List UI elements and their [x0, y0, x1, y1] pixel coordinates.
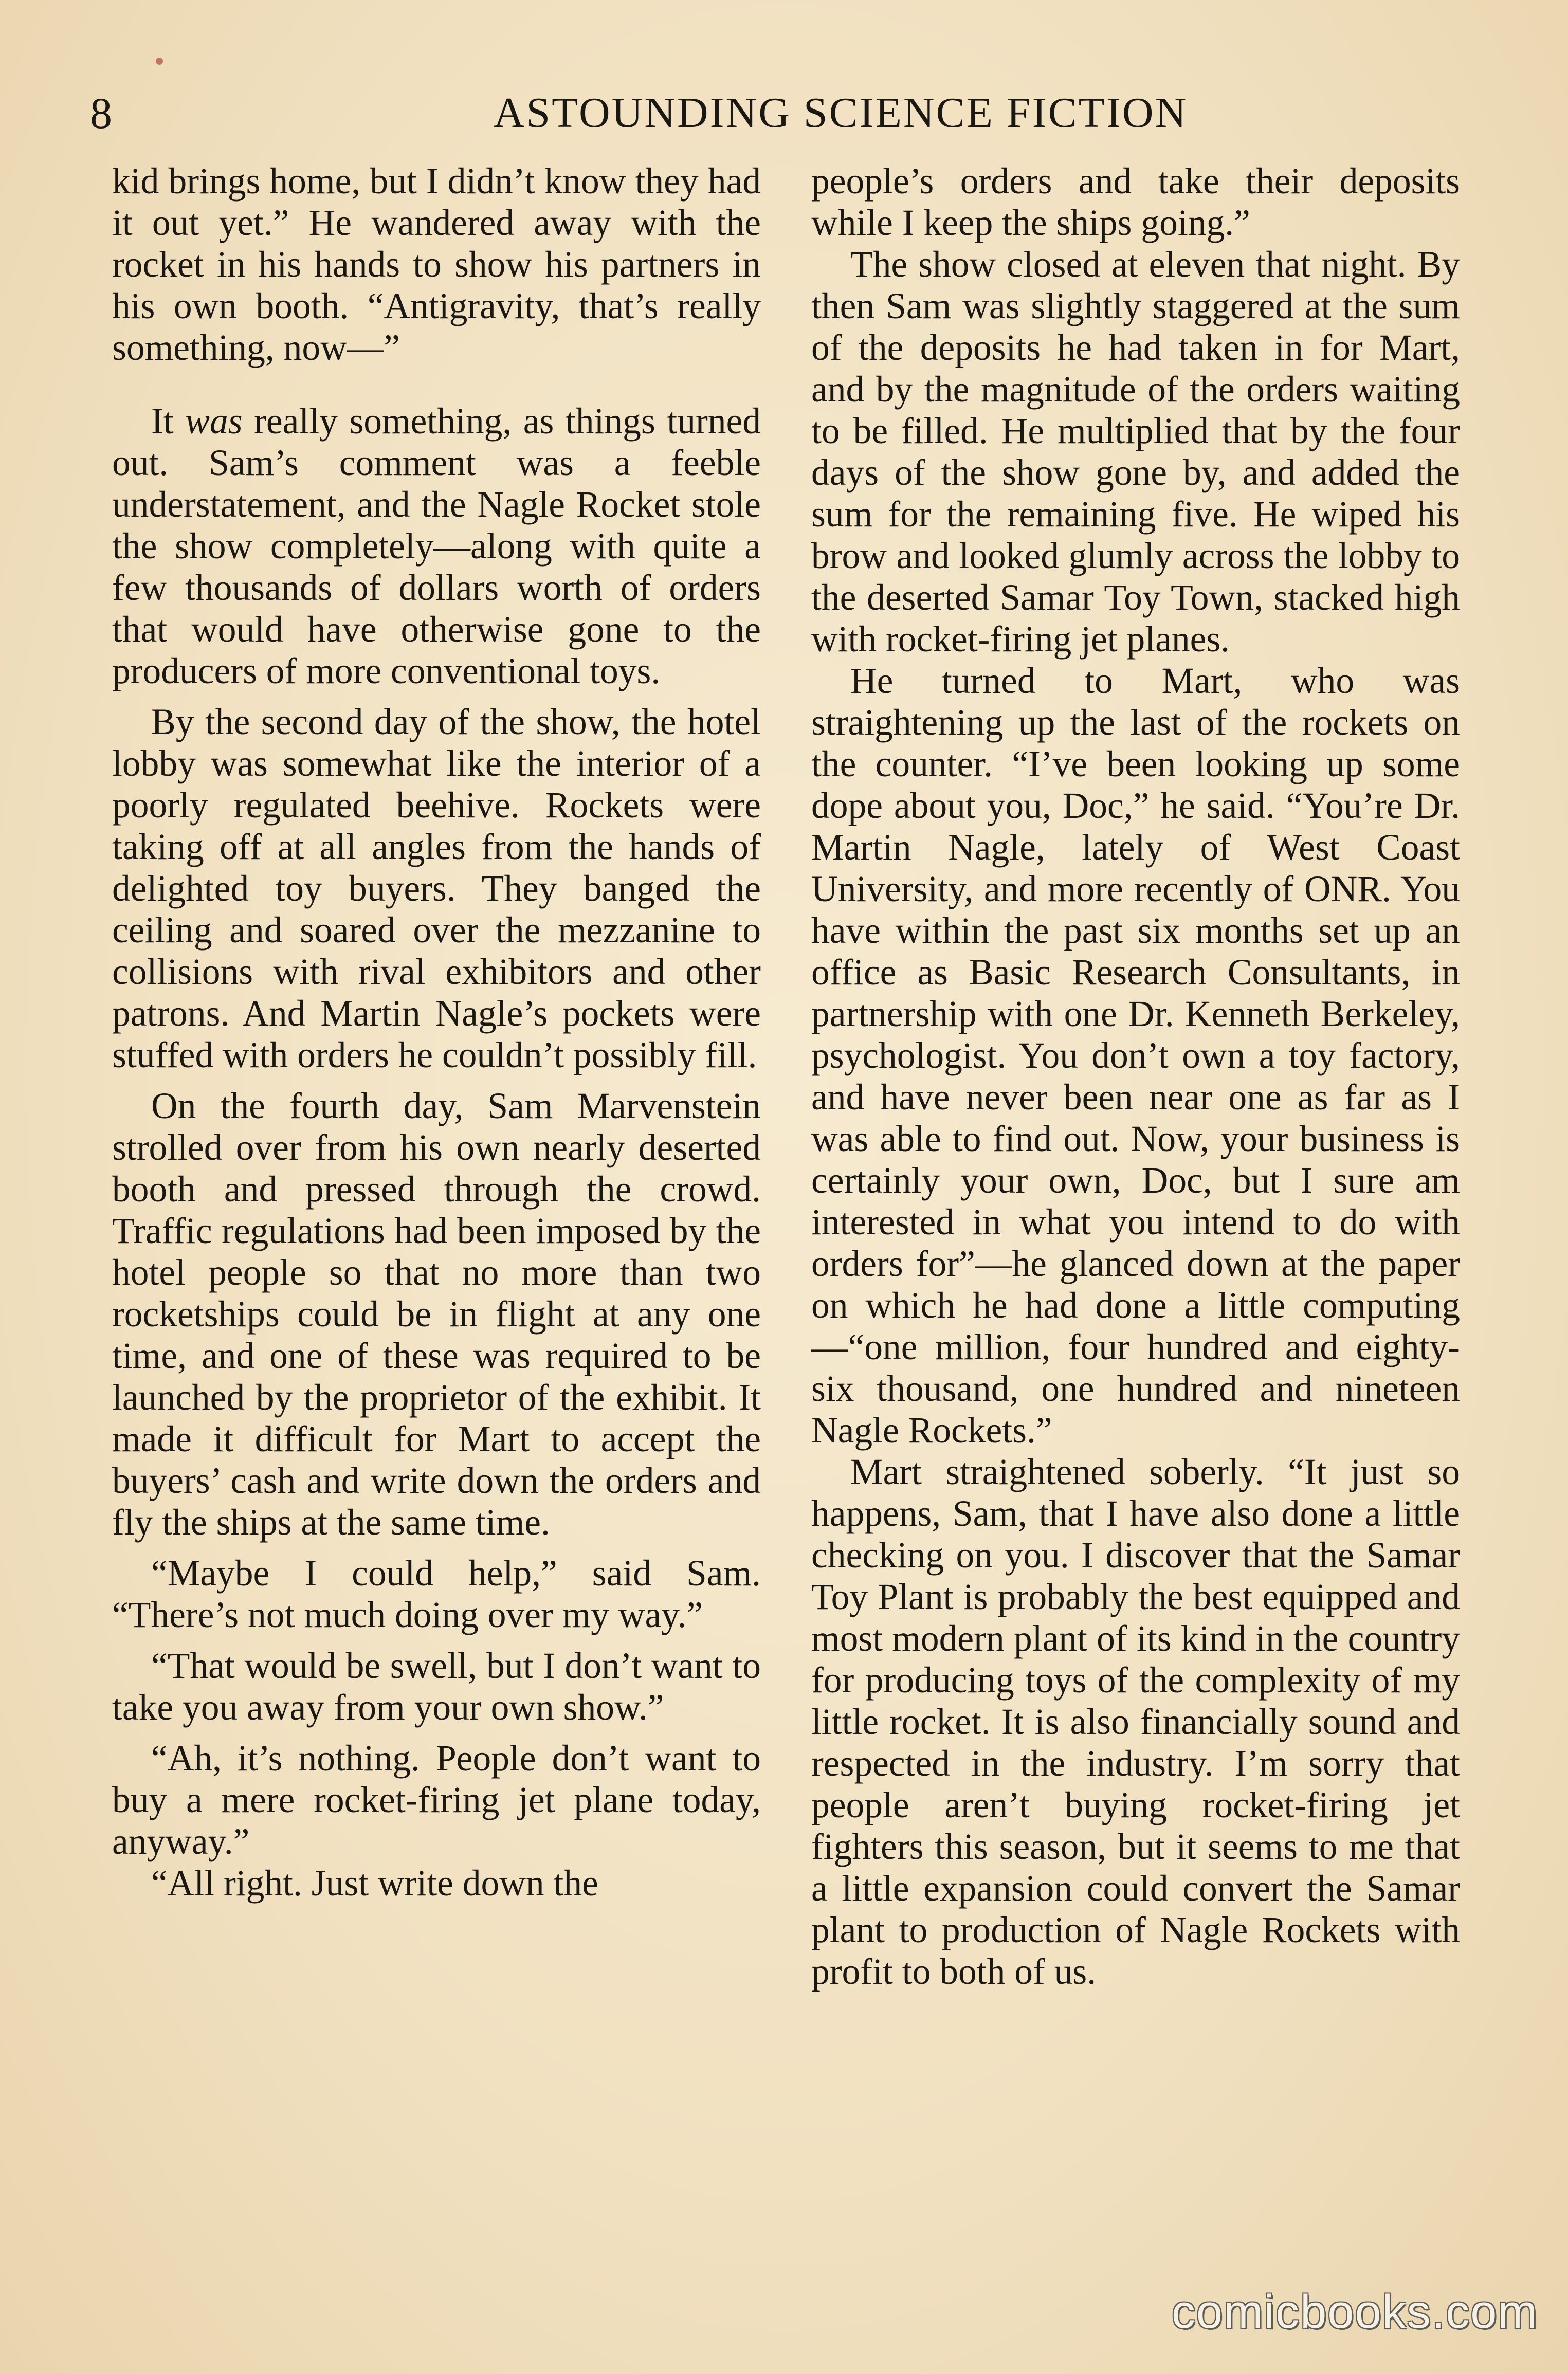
watermark: comicbooks.com	[1171, 2286, 1538, 2338]
paragraph: “That would be swell, but I don’t want to take you away from your own show.”	[112, 1646, 761, 1728]
page-number: 8	[90, 88, 112, 138]
paragraph: kid brings home, but I didn’t know they had it out yet.” He wandered away with the rocket in his hands to show his partners in his own booth. “Antigravity, that’s really something, now—”	[112, 161, 761, 368]
page-header	[90, 87, 1478, 139]
paragraph: Mart straightened soberly. “It just so happens, Sam, that I have also done a little checking on you. I discover that the Samar Toy Plant is probably the best equipped and most modern plant of its kind in the country for producing toys of the complexity of my little rocket. It is also financially sound and respected in the industry. I’m sorry that people aren’t buying rocket-firing jet fighters this season, but it seems to me that a little expansion could convert the Samar plant to production of Nagle Rockets with profit to both of us.	[811, 1452, 1460, 1992]
paragraph: people’s orders and take their deposits while I keep the ships going.”	[811, 161, 1460, 243]
paragraph: By the second day of the show, the hotel lobby was somewhat like the interior of a poorly regulated beehive. Rockets were taking off at all angles from the hands of delighted toy buyers. They banged the ceiling and soared over the mezzanine to collisions with rival exhibitors and other patrons. And Martin Nagle’s pockets were stuffed with orders he couldn’t possibly fill.	[112, 702, 761, 1075]
paper-speck	[156, 58, 163, 65]
paragraph: On the fourth day, Sam Marvenstein strolled over from his own nearly deserted booth and pressed through the crowd. Traffic regulations had been imposed by the hotel people so that no more than two rocketships could be in flight at any one time, and one of these was required to be launched by the proprietor of the exhibit. It made it difficult for Mart to accept the buyers’ cash and write down the orders and fly the ships at the same time.	[112, 1086, 761, 1543]
paragraph-text: It	[151, 401, 186, 442]
running-title: ASTOUNDING SCIENCE FICTION	[493, 89, 1188, 137]
paragraph: “Ah, it’s nothing. People don’t want to buy a mere rocket-firing jet plane today, anyway.”	[112, 1738, 761, 1862]
paragraph	[112, 400, 761, 692]
italic-word: was	[185, 401, 243, 442]
paragraph: He turned to Mart, who was straightening up the last of the rockets on the counter. “I’ve been looking up some dope about you, Doc,” he said. “You’re Dr. Martin Nagle, lately of West Coast University, and more recently of ONR. You have within the past six months set up an office as Basic Research Consultants, in partnership with one Dr. Kenneth Berkeley, psychologist. You don’t own a toy factory, and have never been near one as far as I was able to find out. Now, your business is certainly your own, Doc, but I sure am interested in what you intend to do with orders for”—he glanced down at the paper on which he had done a little computing—“one million, four hundred and eighty-six thousand, one hundred and nineteen Nagle Rockets.”	[811, 661, 1460, 1451]
left-column	[112, 160, 761, 1913]
paragraph-text: really something, as things turned out. Sam’s comment was a feeble understatement, and the Nagle Rocket stole the show completely—along with quite a few thousands of dollars worth of orders that would have otherwise gone to the producers of more conventional toys.	[112, 401, 761, 691]
paragraph: The show closed at eleven that night. By then Sam was slightly staggered at the sum of the deposits he had taken in for Mart, and by the magnitude of the orders waiting to be filled. He multiplied that by the four days of the show gone by, and added the sum for the remaining five. He wiped his brow and looked glumly across the lobby to the deserted Samar Toy Town, stacked high with rocket-firing jet planes.	[811, 244, 1460, 660]
paragraph: “Maybe I could help,” said Sam. “There’s not much doing over my way.”	[112, 1553, 761, 1635]
paragraph: “All right. Just write down the	[151, 1863, 598, 1904]
right-column	[811, 160, 1460, 2002]
